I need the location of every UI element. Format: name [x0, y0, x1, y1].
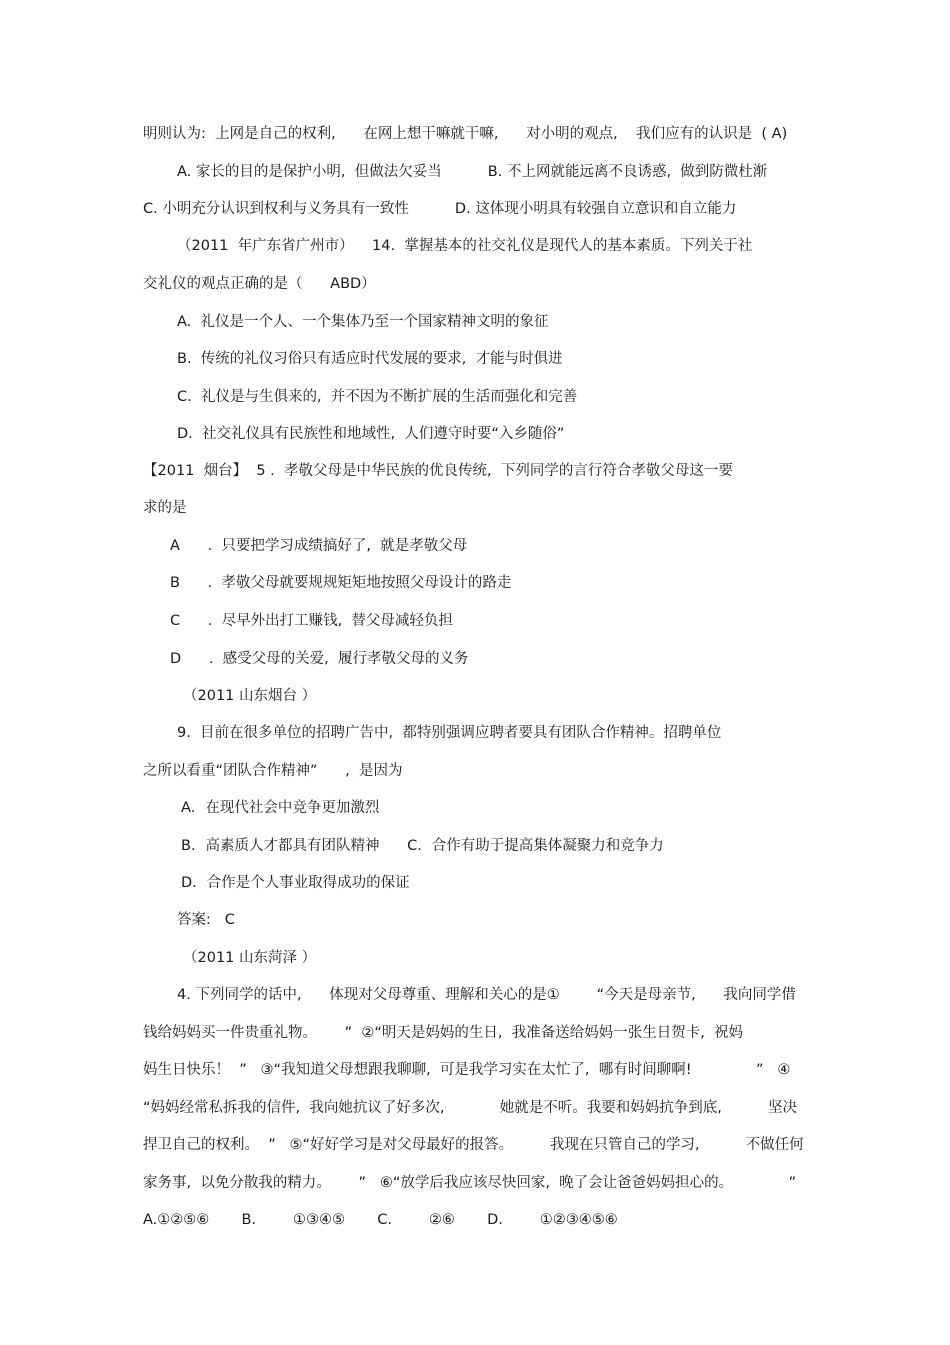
q4-stem-line-1: 4. 下列同学的话中, 体现对父母尊重、理解和关心的是① “今天是母亲节, 我向同学借 [177, 987, 796, 1003]
q14-stem-line-2: 交礼仪的观点正确的是（ ABD） [143, 276, 376, 292]
q5-option-b: B . 孝敬父母就要规规矩矩地按照父母设计的路走 [170, 575, 512, 591]
q13-options-cd: C. 小明充分认识到权利与义务具有一致性 D. 这体现小明具有较强自立意识和自立能力 [143, 201, 737, 217]
q9-source: （2011 山东烟台 ） [183, 688, 317, 704]
q4-stem-line-6: 家务事, 以免分散我的精力。 ” ⑥“放学后我应该尽快回家, 晚了会让爸爸妈妈担心的。 ” [143, 1175, 796, 1191]
q13-stem-line: 明则认为: 上网是自己的权利, 在网上想干嘛就干嘛, 对小明的观点, 我们应有的认识是 ( A) [143, 126, 788, 142]
q13-options-ab: A. 家长的目的是保护小明, 但做法欠妥当 B. 不上网就能远离不良诱惑, 做到防微杜渐 [177, 164, 768, 180]
q4-source: （2011 山东菏泽 ） [183, 950, 317, 966]
q4-options: A.①②⑤⑥ B. ①③④⑤ C. ②⑥ D. ①②③④⑤⑥ [143, 1212, 618, 1228]
q4-stem-line-4: “妈妈经常私拆我的信件, 我向她抗议了好多次, 她就是不听。我要和妈妈抗争到底, 坚决 [143, 1100, 797, 1116]
q14-option-b: B. 传统的礼仪习俗只有适应时代发展的要求, 才能与时俱进 [177, 351, 563, 367]
q5-stem-line-2: 求的是 [143, 500, 187, 516]
q14-option-c: C. 礼仪是与生俱来的, 并不因为不断扩展的生活而强化和完善 [177, 389, 578, 405]
q9-option-d: D．合作是个人事业取得成功的保证 [181, 875, 410, 891]
q5-option-a: A . 只要把学习成绩搞好了, 就是孝敬父母 [170, 538, 468, 554]
q4-stem-line-3: 妈生日快乐！ ” ③“我知道父母想跟我聊聊, 可是我学习实在太忙了, 哪有时间聊啊! ” ④ [143, 1062, 791, 1078]
q9-answer: 答案: C [177, 912, 235, 928]
q5-option-c: C . 尽早外出打工赚钱, 替父母减轻负担 [170, 613, 453, 629]
q14-option-a: A. 礼仪是一个人、一个集体乃至一个国家精神文明的象征 [177, 314, 549, 330]
q9-stem-line-2: 之所以看重“团队合作精神” , 是因为 [143, 763, 403, 779]
q9-stem-line-1: 9. 目前在很多单位的招聘广告中, 都特别强调应聘者要具有团队合作精神。招聘单位 [177, 725, 722, 741]
q14-stem-line-1: （2011 年广东省广州市） 14. 掌握基本的社交礼仪是现代人的基本素质。下列关于社 [177, 238, 753, 254]
q4-stem-line-2: 钱给妈妈买一件贵重礼物。 ” ②“明天是妈妈的生日, 我准备送给妈妈一张生日贺卡, 祝妈 [143, 1025, 744, 1041]
q14-option-d: D. 社交礼仪具有民族性和地域性, 人们遵守时要“入乡随俗” [177, 426, 565, 442]
q4-stem-line-5: 捍卫自己的权利。 ” ⑤“好好学习是对父母最好的报答。 我现在只管自己的学习, 不做任何 [143, 1137, 804, 1153]
q9-option-a: A．在现代社会中竞争更加激烈 [181, 800, 380, 816]
q9-option-bc: B．高素质人才都具有团队精神 C．合作有助于提高集体凝聚力和竞争力 [181, 838, 664, 854]
q5-stem-line-1: 【2011 烟台】 5 . 孝敬父母是中华民族的优良传统, 下列同学的言行符合孝敬父母这一要 [143, 463, 733, 479]
q5-option-d: D . 感受父母的关爱, 履行孝敬父母的义务 [170, 651, 469, 667]
